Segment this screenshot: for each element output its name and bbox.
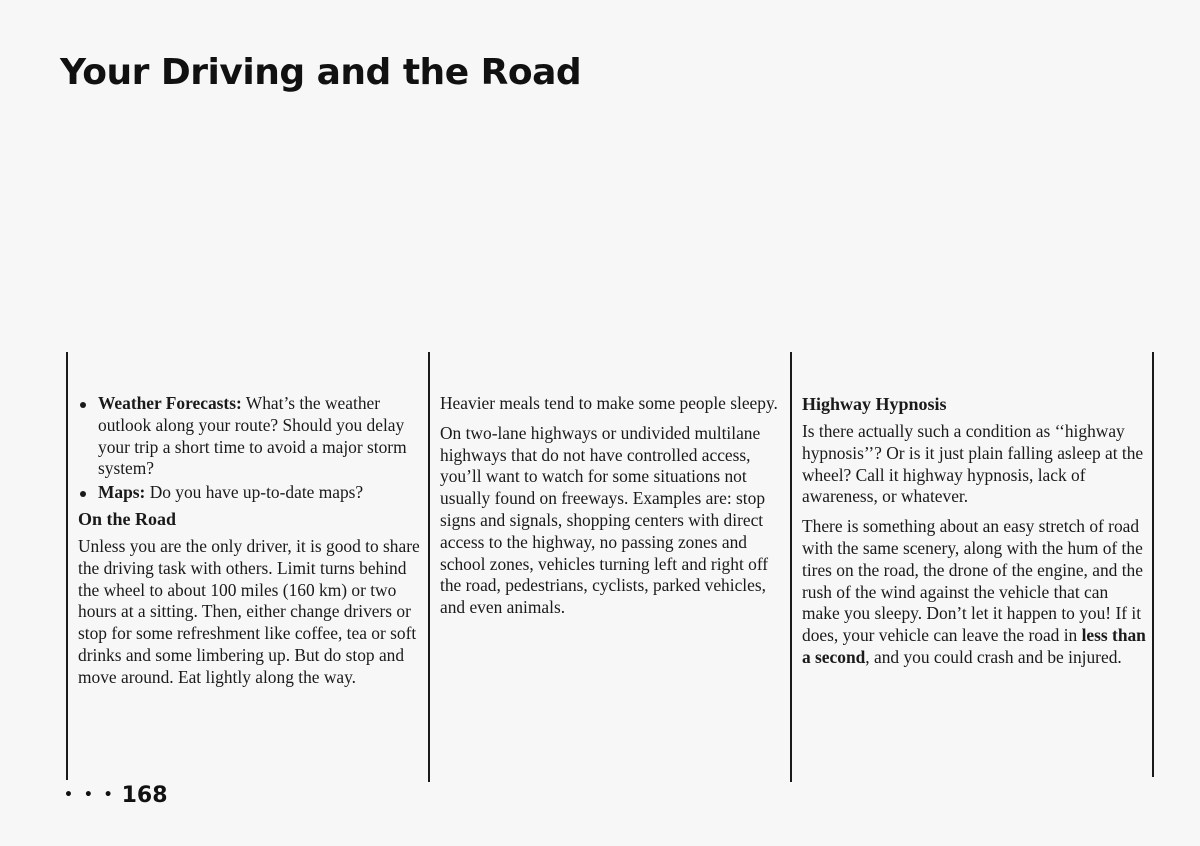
column-1 [78,393,423,697]
column-divider-right [1152,352,1154,777]
hypnosis-paragraph-2-end: , and you could crash and be injured. [865,646,1122,667]
column-2 [440,393,785,627]
on-the-road-paragraph: Unless you are the only driver, it is good to share the driving task with others. Limit turns behind the wheel to about 100 miles (160 km) or two hours at a sitting. Then, either change drivers or stop for some refreshment like coffee, tea or soft drinks and some limbering up. But do stop and move around. Eat lightly along the way. [78,535,420,687]
list-item-weather [78,393,423,480]
page-number-footer [64,783,168,808]
page-title: Your Driving and the Road [60,52,582,93]
column-divider-1 [428,352,430,782]
bullet-icon [80,402,86,408]
hypnosis-paragraph-1: Is there actually such a condition as ‘‘highway hypnosis’’? Or is it just plain falling asleep at the wheel? Call it highway hypnosis, lack of awareness, or whatever. [802,421,1144,507]
weather-label: Weather Forecasts: [98,393,242,413]
column-3 [802,393,1147,677]
hypnosis-paragraph-2 [802,516,1147,669]
meals-paragraph: Heavier meals tend to make some people sleepy. [440,393,778,413]
bullet-icon [80,491,86,497]
column-divider-left [66,352,68,780]
list-item-maps [78,482,423,504]
column-divider-2 [790,352,792,782]
two-lane-highways-paragraph: On two-lane highways or undivided multilane highways that do not have controlled access, you’ll want to watch for some situations not usually found on freeways. Examples are: stop signs and signals, shopping centers with direct access to the highway, no passing zones and school zones, vehicles turning left and right off the road, pedestrians, cyclists, parked vehicles, and even animals. [440,422,769,618]
maps-label: Maps: [98,482,146,503]
checklist [78,393,423,504]
page-number: 168 [121,783,168,808]
section-heading-highway-hypnosis: Highway Hypnosis [802,394,947,414]
hypnosis-paragraph-2-start: There is something about an easy stretch of road with the same scenery, along with the hum of the tires on the road, the drone of the engine, and the rush of the wind against the vehicle that can make you sleepy. Don’t let it happen to you! If it does, your vehicle can leave the road in [802,516,1143,646]
emphasis-less-than-a-second: less than a second [802,625,1146,667]
page-number-dots: • • • [64,787,116,803]
maps-text: Do you have up-to-date maps? [145,482,364,503]
weather-text: What’s the weather outlook along your route? Should you delay your trip a short time to avoid a major storm system? [98,393,407,479]
section-heading-on-the-road: On the Road [78,508,177,529]
